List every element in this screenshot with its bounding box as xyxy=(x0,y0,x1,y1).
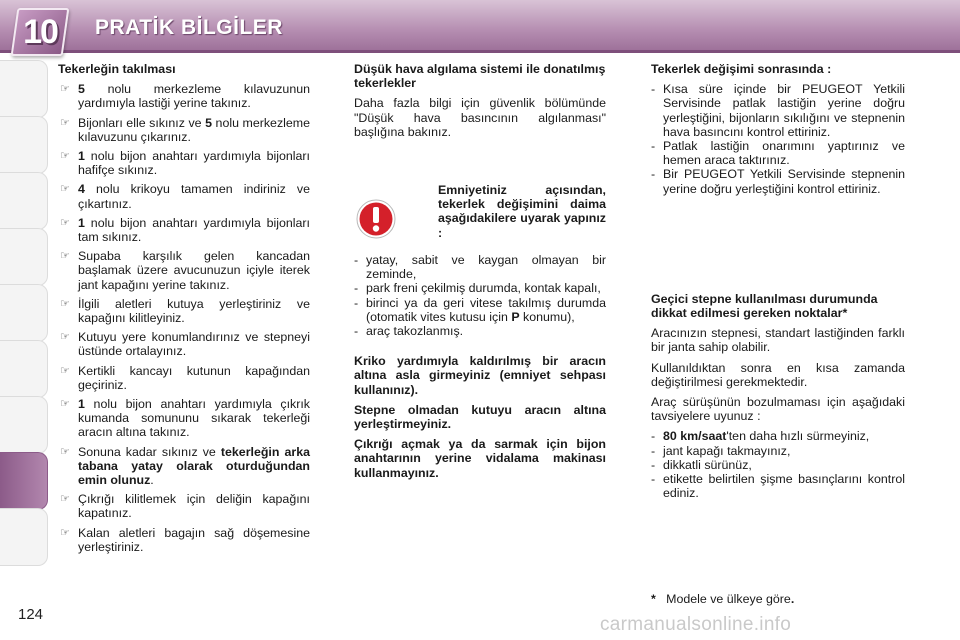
list-item: - park freni çekilmiş durumda, kontak kapalı, xyxy=(354,281,601,296)
pointing-hand-icon: ☞ xyxy=(60,493,70,506)
intro-paragraph: Daha fazla bilgi için güvenlik bölümünde "Düşük hava basıncının algılanması" başlığına bakınız. xyxy=(354,96,606,139)
page-number: 124 xyxy=(18,606,44,623)
chapter-tab-1[interactable] xyxy=(0,60,48,118)
conditions-list xyxy=(354,253,606,338)
list-item: ☞ Çıkrığı kilitlemek için deliğin kapağını kapatınız. xyxy=(60,492,310,521)
list-item: ☞ Supaba karşılık gelen kancadan başlamak üzere avucunuzun içiyle iterek jant kapağını yerine takınız. xyxy=(60,249,310,292)
list-item: ☞ İlgili aletleri kutuya yerleştiriniz ve kapağını kilitleyiniz. xyxy=(60,296,310,326)
chapter-tab-6[interactable] xyxy=(0,340,48,398)
list-item: ☞ 1 nolu bijon anahtarı yardımıyla çıkrık kumanda somununu sıkarak tekerleği aracın altına takınız. xyxy=(60,397,310,440)
pointing-hand-icon: ☞ xyxy=(60,83,70,96)
header-divider xyxy=(0,50,960,53)
chapter-tab-10-active[interactable] xyxy=(0,452,48,510)
pointing-hand-icon: ☞ xyxy=(60,116,70,129)
pointing-hand-icon: ☞ xyxy=(60,250,70,263)
list-item: ☞ Kalan aletleri bagajın sağ döşemesine yerleştiriniz. xyxy=(60,525,310,554)
list-item: ☞ Bijonları elle sıkınız ve 5 nolu merkezleme kılavuzunu çıkarınız. xyxy=(60,115,310,144)
list-item: ☞ Kutuyu yere konumlandırınız ve stepneyi üstünde ortalayınız. xyxy=(60,330,310,359)
pointing-hand-icon: ☞ xyxy=(60,364,70,377)
list-item: ☞ 5 nolu merkezleme kılavuzunun yardımıyla lastiği yerine takınız. xyxy=(60,82,310,111)
column-after-change xyxy=(651,62,905,508)
pointing-hand-icon: ☞ xyxy=(60,331,70,344)
list-item: - jant kapağı takmayınız, xyxy=(651,443,791,458)
list-item: - yatay, sabit ve kaygan olmayan bir zeminde, xyxy=(354,253,606,282)
chapter-tab-4[interactable] xyxy=(0,228,48,286)
section-heading: Düşük hava algılama sistemi ile donatılmış tekerlekler xyxy=(354,62,606,91)
warning-paragraph: Stepne olmadan kutuyu aracın altına yerleştirmeyiniz. xyxy=(354,402,606,432)
paragraph: Kullanıldıktan sonra en kısa zamanda değiştirilmesi gerekmektedir. xyxy=(651,360,905,389)
chapter-tabs xyxy=(0,60,50,580)
list-item: - dikkatli sürünüz, xyxy=(651,457,752,472)
footnote: * Modele ve ülkeye göre. xyxy=(651,592,795,606)
pointing-hand-icon: ☞ xyxy=(60,150,70,163)
section-heading: Tekerlek değişimi sonrasında : xyxy=(651,62,832,76)
pointing-hand-icon: ☞ xyxy=(60,297,70,310)
pointing-hand-icon: ☞ xyxy=(60,526,70,539)
advice-list xyxy=(651,429,905,500)
pointing-hand-icon: ☞ xyxy=(60,445,70,458)
list-item: - araç takozlanmış. xyxy=(354,324,464,339)
chapter-number: 10 xyxy=(23,13,57,51)
list-item: ☞ Kertikli kancayı kutunun kapağından geçiriniz. xyxy=(60,363,310,392)
watermark: carmanualsonline.info xyxy=(600,614,792,635)
list-item: - 80 km/saat'ten daha hızlı sürmeyiniz, xyxy=(651,429,870,444)
warning-exclamation-icon xyxy=(356,199,396,239)
paragraph: Araç sürüşünün bozulmaması için aşağıdaki tavsiyelere uyunuz : xyxy=(651,395,905,424)
list-item: - Bir PEUGEOT Yetkili Servisinde stepnenin yerine doğru yerleştiğini kontrol ettiriniz. xyxy=(651,167,905,196)
warning-paragraph: Kriko yardımıyla kaldırılmış bir aracın altına asla girmeyiniz (emniyet sehpası kullanınız). xyxy=(354,354,606,397)
chapter-tab-7[interactable] xyxy=(0,396,48,454)
warning-paragraph: Çıkrığı açmak ya da sarmak için bijon anahtarının yerine vidalama makinası kullanmayınız. xyxy=(354,437,606,480)
list-item: - Kısa süre içinde bir PEUGEOT Yetkili Servisinde patlak lastiğin yerine doğru yerleştiğini, bijonların sıkılığını ve stepnenin hava basıncını kontrol ettiriniz. xyxy=(651,82,905,139)
list-item: ☞ 1 nolu bijon anahtarı yardımıyla bijonları hafifçe sıkınız. xyxy=(60,149,310,178)
list-item: - birinci ya da geri vitese takılmış durumda (otomatik vites kutusu için P konumu), xyxy=(354,295,606,324)
paragraph: Aracınızın stepnesi, standart lastiğinden farklı bir janta sahip olabilir. xyxy=(651,326,905,355)
chapter-tab-5[interactable] xyxy=(0,284,48,342)
chapter-tab-3[interactable] xyxy=(0,172,48,230)
chapter-tab-11[interactable] xyxy=(0,508,48,566)
warning-box xyxy=(354,183,606,247)
chapter-tab-2[interactable] xyxy=(0,116,48,174)
list-item: ☞ 1 nolu bijon anahtarı yardımıyla bijonları tam sıkınız. xyxy=(60,215,310,245)
pointing-hand-icon: ☞ xyxy=(60,216,70,229)
pointing-hand-icon: ☞ xyxy=(60,183,70,196)
list-item: - Patlak lastiğin onarımını yaptırınız ve hemen araca taktırınız. xyxy=(651,139,905,168)
after-change-list xyxy=(651,82,905,196)
warning-title: Emniyetiniz açısından, tekerlek değişimini daima aşağıdakilere uyarak yapınız : xyxy=(438,183,606,240)
pointing-hand-icon: ☞ xyxy=(60,398,70,411)
column-tire-fitting xyxy=(58,62,310,559)
steps-list xyxy=(58,82,310,554)
list-item: ☞ 4 nolu krikoyu tamamen indiriniz ve çıkartınız. xyxy=(60,182,310,211)
section-heading: Geçici stepne kullanılması durumunda dikkat edilmesi gereken noktalar* xyxy=(651,291,878,321)
column-pressure-detection xyxy=(354,62,606,486)
list-item: - etikette belirtilen şişme basınçlarını kontrol ediniz. xyxy=(651,472,905,501)
page-title: PRATİK BİLGİLER xyxy=(95,16,283,39)
list-item: ☞ Sonuna kadar sıkınız ve tekerleğin arka tabana yatay olarak oturduğundan emin olunuz. xyxy=(60,444,310,488)
section-heading: Tekerleğin takılması xyxy=(58,62,176,76)
